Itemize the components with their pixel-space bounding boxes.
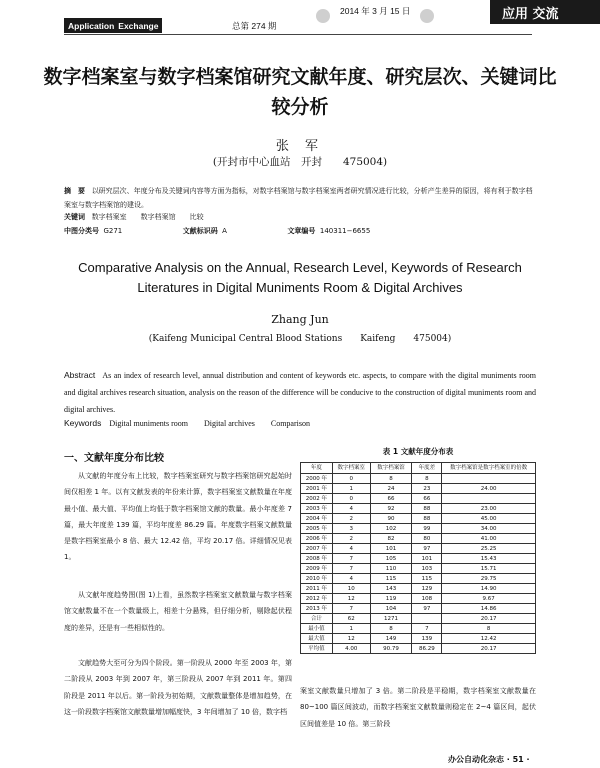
table-row	[301, 624, 536, 634]
table-cell: 2011 年	[301, 584, 333, 594]
table-cell: 14.90	[442, 584, 536, 594]
class-label: 中图分类号	[64, 227, 99, 235]
table-cell: 88	[412, 504, 442, 514]
table-row	[301, 634, 536, 644]
table-cell: 129	[412, 584, 442, 594]
table-cell: 0	[332, 494, 370, 504]
table-cell: 97	[412, 604, 442, 614]
table-cell: 7	[332, 554, 370, 564]
table-row	[301, 564, 536, 574]
table-cell: 8	[370, 624, 412, 634]
table-cell: 62	[332, 614, 370, 624]
table-cell: 2	[332, 514, 370, 524]
table-cell: 139	[412, 634, 442, 644]
table-cell: 2002 年	[301, 494, 333, 504]
table-cell: 15.71	[442, 564, 536, 574]
chinese-affiliation: (开封市中心血站 开封 475004)	[212, 156, 388, 168]
table-row	[301, 474, 536, 484]
table-cell: 8	[412, 474, 442, 484]
table-cell: 2007 年	[301, 544, 333, 554]
table-cell: 101	[412, 554, 442, 564]
table-cell: 4.00	[332, 644, 370, 654]
table-cell: 4	[332, 504, 370, 514]
table-row	[301, 574, 536, 584]
table-header-cell: 数字档案馆是数字档案室的倍数	[442, 463, 536, 474]
table-cell: 合计	[301, 614, 333, 624]
table-row	[301, 584, 536, 594]
column-label: 应用 交流	[490, 0, 600, 24]
table-cell: 102	[370, 524, 412, 534]
table-cell: 80	[412, 534, 442, 544]
table-cell: 108	[412, 594, 442, 604]
table-row	[301, 484, 536, 494]
english-keywords	[64, 418, 310, 429]
table-cell: 2004 年	[301, 514, 333, 524]
table-cell: 34.00	[442, 524, 536, 534]
section-heading: 一、文献年度分布比较	[64, 453, 164, 464]
table-cell: 92	[370, 504, 412, 514]
table-cell: 最小值	[301, 624, 333, 634]
table-cell: 7	[332, 604, 370, 614]
english-abstract-label: Abstract	[64, 370, 96, 380]
table-cell: 15.43	[442, 554, 536, 564]
table-row	[301, 514, 536, 524]
table-cell: 7	[332, 564, 370, 574]
table-cell: 9.67	[442, 594, 536, 604]
table-row	[301, 504, 536, 514]
table-header-cell: 数字档案室	[332, 463, 370, 474]
table-cell: 88	[412, 514, 442, 524]
decor-dot-icon	[316, 9, 330, 23]
english-keywords-text: Digital muniments room Digital archives Comparison	[109, 419, 310, 428]
table-cell: 115	[370, 574, 412, 584]
table-cell: 41.00	[442, 534, 536, 544]
table-cell: 8	[370, 474, 412, 484]
table-cell	[442, 474, 536, 484]
table-cell: 1	[332, 624, 370, 634]
table-cell: 86.29	[412, 644, 442, 654]
table-body	[301, 474, 536, 654]
table-cell: 2005 年	[301, 524, 333, 534]
decor-dot-icon	[420, 9, 434, 23]
table-cell: 90	[370, 514, 412, 524]
table-cell: 12	[332, 634, 370, 644]
chinese-abstract-label: 摘 要	[64, 187, 85, 195]
table-cell: 103	[412, 564, 442, 574]
body-paragraph-right: 案室文献数量只增加了 3 倍。第二阶段是平稳期，数字档案室文献数量在 80~100 篇区间波动，而数字档案室文献数量则稳定在 2~4 篇区间，起伏区间值差是 10 倍。第三阶段	[300, 687, 536, 728]
issue-number: 总第 274 期	[232, 21, 277, 31]
table-cell: 110	[370, 564, 412, 574]
table-cell: 2009 年	[301, 564, 333, 574]
table-cell: 29.75	[442, 574, 536, 584]
table-cell: 20.17	[442, 644, 536, 654]
table-cell: 149	[370, 634, 412, 644]
table-row	[301, 534, 536, 544]
chinese-abstract	[64, 184, 536, 212]
table-cell: 2	[332, 534, 370, 544]
article-value: 140311−6655	[319, 227, 371, 235]
table-cell: 0	[332, 474, 370, 484]
table-cell: 平均值	[301, 644, 333, 654]
chinese-keywords	[64, 212, 204, 222]
table-cell: 2013 年	[301, 604, 333, 614]
table-row	[301, 554, 536, 564]
body-paragraph-3: 文献趋势大至可分为四个阶段。第一阶段从 2000 年至 2003 年，第二阶段从 2003 年到 2007 年，第三阶段从 2007 年到 2011 年。第四阶段是 2011 年以后。第一阶段为初始期，文献数量整体是增加趋势，在这一阶段数字档案馆文献数量增加幅度快，3 年间增加了 10 倍，数字档	[64, 659, 292, 716]
classification-line	[64, 226, 370, 236]
table-cell: 119	[370, 594, 412, 604]
table-header-row	[301, 463, 536, 474]
english-abstract-text: As an index of research level, annual distribution and content of keywords etc. aspects, to compare with the digital muniments room and digital archives research situation, analysis on the reason of the difference will be conducive to the construction of digital muniments room and digital archives.	[64, 371, 537, 414]
table-cell: 2010 年	[301, 574, 333, 584]
table-cell: 101	[370, 544, 412, 554]
table-header-cell: 年度差	[412, 463, 442, 474]
table-cell: 104	[370, 604, 412, 614]
table-cell: 2001 年	[301, 484, 333, 494]
table-cell: 最大值	[301, 634, 333, 644]
english-title: Comparative Analysis on the Annual, Research Level, Keywords of Research Literatures in Digital Muniments Room & Digital Archives	[78, 260, 522, 295]
body-paragraph-2: 从文献年度趋势图(图 1)上看，虽然数字档案室文献数量与数字档案馆文献数量不在一个数量级上，相差十分悬殊，但仔细分析，剔除起伏程度的差异，还是有一些相似性的。	[64, 591, 292, 632]
chinese-title: 数字档案室与数字档案馆研究文献年度、研究层次、关键词比较分析	[43, 66, 557, 118]
page-footer: 办公自动化杂志 · 51 ·	[448, 755, 530, 764]
table-row	[301, 614, 536, 624]
table-header-cell: 数字档案馆	[370, 463, 412, 474]
table-cell: 105	[370, 554, 412, 564]
header-badge	[64, 18, 162, 33]
table-row	[301, 594, 536, 604]
class-value: G271	[103, 227, 123, 235]
table-cell: 45.00	[442, 514, 536, 524]
docid-label: 文献标识码	[182, 227, 218, 235]
english-author: Zhang Jun	[271, 313, 329, 326]
table-cell: 8	[442, 624, 536, 634]
table-row	[301, 644, 536, 654]
table-row	[301, 604, 536, 614]
table-cell	[412, 614, 442, 624]
issue-date: 2014 年 3 月 15 日	[340, 6, 411, 16]
table-cell: 97	[412, 544, 442, 554]
table-cell: 7	[412, 624, 442, 634]
table-cell: 2012 年	[301, 594, 333, 604]
chinese-abstract-text: 以研究层次、年度分布及关键词内容等方面为指标，对数字档案馆与数字档案室两者研究情况进行比较，分析产生差异的原因，将有利于数字档案室与数字档案馆的建设。	[64, 187, 533, 209]
chinese-author: 张 军	[275, 139, 325, 154]
table-cell: 115	[412, 574, 442, 584]
header-badge-exchange: Exchange	[118, 20, 159, 31]
table-cell: 2000 年	[301, 474, 333, 484]
table-cell: 1	[332, 484, 370, 494]
table-cell: 25.25	[442, 544, 536, 554]
table-cell: 23.00	[442, 504, 536, 514]
table-cell: 82	[370, 534, 412, 544]
table-cell: 66	[370, 494, 412, 504]
table-cell: 23	[412, 484, 442, 494]
table-cell: 66	[412, 494, 442, 504]
table-cell: 14.86	[442, 604, 536, 614]
table-cell: 12.42	[442, 634, 536, 644]
table-caption: 表 1 文献年度分布表	[382, 447, 454, 456]
table-cell: 20.17	[442, 614, 536, 624]
table-cell: 4	[332, 544, 370, 554]
annual-distribution-table	[300, 462, 536, 654]
table-cell	[442, 494, 536, 504]
table-cell: 2008 年	[301, 554, 333, 564]
table-cell: 90.79	[370, 644, 412, 654]
table-header-cell: 年度	[301, 463, 333, 474]
header-badge-application: Application	[68, 20, 115, 31]
header-divider	[64, 34, 532, 35]
chinese-keywords-label: 关键词	[64, 213, 85, 221]
table-cell: 99	[412, 524, 442, 534]
table-cell: 3	[332, 524, 370, 534]
table-cell: 4	[332, 574, 370, 584]
table-cell: 24	[370, 484, 412, 494]
table-row	[301, 524, 536, 534]
table-cell: 10	[332, 584, 370, 594]
table-cell: 12	[332, 594, 370, 604]
table-cell: 143	[370, 584, 412, 594]
english-abstract	[64, 367, 536, 418]
table-cell: 24.00	[442, 484, 536, 494]
body-paragraph-1: 从文献的年度分布上比较，数字档案室研究与数字档案馆研究起始时间仅相差 1 年。以有文献发表的年份来计算，数字档案室文献数量在年度最小值、最大值、平均值上均低于数字档案馆文献的数量。最小年度差 7 篇，最大年度差 139 篇，平均年度差 86.29 篇。年度数字档案文献数量是数字档案室最小 8 倍、最大 12.42 倍，平均 20.17 倍。详细情况见表 1。	[64, 472, 292, 562]
table-row	[301, 494, 536, 504]
chinese-keywords-text: 数字档案室 数字档案馆 比较	[91, 213, 204, 221]
table-cell: 2003 年	[301, 504, 333, 514]
table-row	[301, 544, 536, 554]
english-keywords-label: Keywords	[64, 418, 102, 428]
english-affiliation: (Kaifeng Municipal Central Blood Stations Kaifeng 475004)	[148, 334, 452, 344]
docid-value: A	[222, 227, 227, 235]
article-label: 文章编号	[287, 227, 316, 235]
table-cell: 2006 年	[301, 534, 333, 544]
table-cell: 1271	[370, 614, 412, 624]
